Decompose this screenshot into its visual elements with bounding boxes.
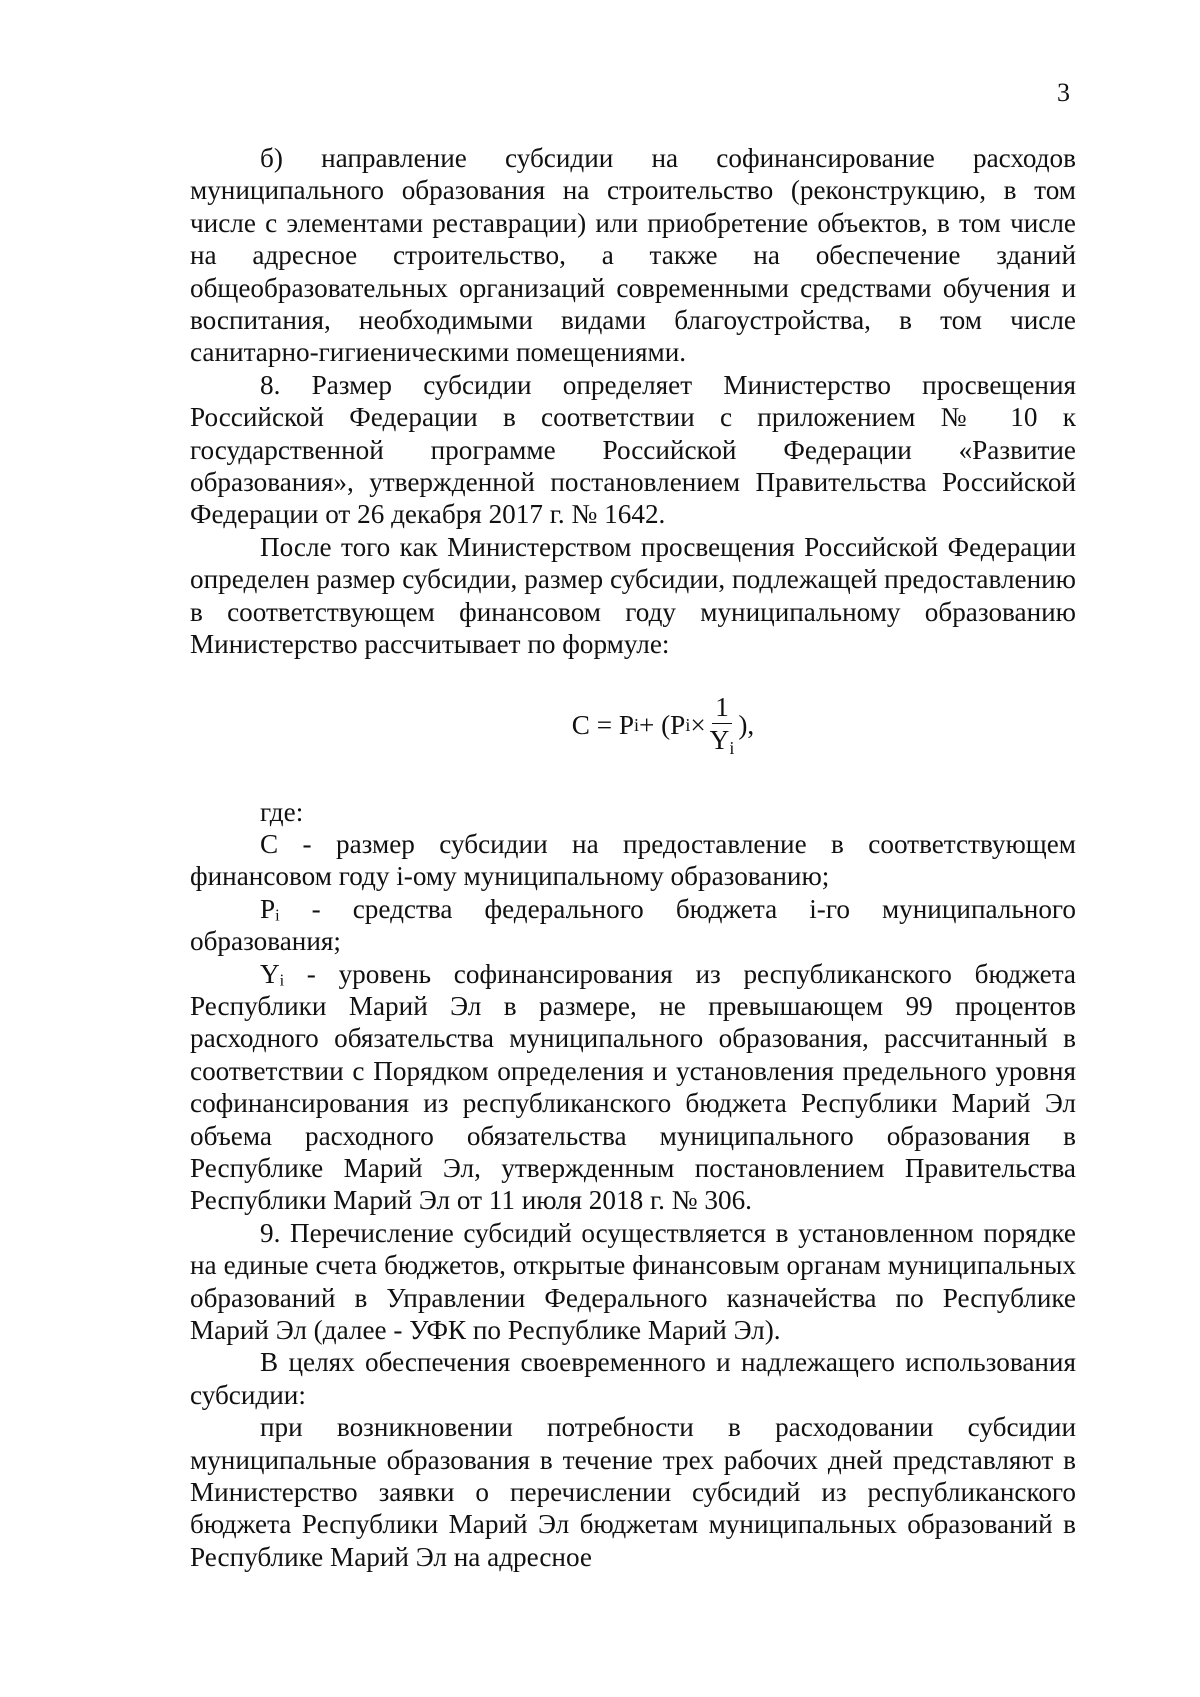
- paragraph-calculation-intro: После того как Министерством просвещения Российской Федерации определен размер субсидии, размер субсидии, подлежащей предоставлению в соответствующем финансовом году муниципальному образованию Министерство рассчитывает по формуле:: [190, 531, 1076, 660]
- formula-plus-open: + (P: [639, 710, 686, 741]
- formula-lhs: C = P: [571, 710, 634, 741]
- paragraph-def-c: C - размер субсидии на предоставление в соответствующем финансовом году i-ому муниципальному образованию;: [190, 828, 1076, 892]
- formula-times: ×: [690, 710, 706, 741]
- formula-numerator: 1: [712, 694, 732, 724]
- paragraph-9-transfer: 9. Перечисление субсидий осуществляется в установленном порядке на единые счета бюджетов, открытые финансовым органам муниципальных образований в Управлении Федерального казначейства по Республике Марий Эл (далее - УФК по Республике Марий Эл).: [190, 1217, 1076, 1345]
- formula-subscript-i-2: i: [685, 715, 691, 736]
- formula-subscript-i: i: [633, 715, 639, 736]
- paragraph-subsidy-direction-b: б) направление субсидии на софинансирование расходов муниципального образования на строительство (реконструкцию, в том числе с элементами реставрации) или приобретение объектов, в том числе на адресное строительство, а также на обеспечение зданий общеобразовательных организаций современными средствами обучения и воспитания, необходимыми видами благоустройства, в том числе санитарно-гигиеническими помещениями.: [190, 143, 1076, 368]
- paragraph-def-y: Yᵢ - уровень софинансирования из республиканского бюджета Республики Марий Эл в размере, не превышающем 99 процентов расходного обязательства муниципального образования, рассчитанный в соответствии с Порядком определения и установления предельного уровня софинансирования из республиканского бюджета Республики Марий Эл объема расходного обязательства муниципального образования в Республике Марий Эл, утвержденным постановлением Правительства Республики Марий Эл от 11 июля 2018 г. № 306.: [190, 958, 1076, 1216]
- formula-denominator: Y: [709, 725, 730, 756]
- subsidy-formula: [190, 688, 1076, 764]
- paragraph-purpose: В целях обеспечения своевременного и надлежащего использования субсидии:: [190, 1347, 1076, 1410]
- paragraph-def-p: Pᵢ - средства федерального бюджета i-го муниципального образования;: [190, 893, 1076, 957]
- paragraph-8-subsidy-size: 8. Размер субсидии определяет Министерство просвещения Российской Федерации в соответствии с приложением № 10 к государственной программе Российской Федерации «Развитие образования», утвержденной постановлением Правительства Российской Федерации от 26 декабря 2017 г. № 1642.: [190, 369, 1076, 530]
- paragraph-where: где:: [260, 796, 304, 827]
- formula-subscript-i-3: i: [729, 738, 735, 759]
- formula-fraction: [709, 691, 735, 759]
- formula-denominator-wrap: [710, 724, 735, 757]
- document-body: [190, 142, 1076, 1573]
- page-number: 3: [1057, 78, 1070, 107]
- formula-close: ),: [738, 710, 755, 741]
- paragraph-need-procedure: при возникновении потребности в расходовании субсидии муниципальные образования в течение трех рабочих дней представляют в Министерство заявки о перечислении субсидий из республиканского бюджета Республики Марий Эл бюджетам муниципальных образований в Республике Марий Эл на адресное: [190, 1412, 1076, 1572]
